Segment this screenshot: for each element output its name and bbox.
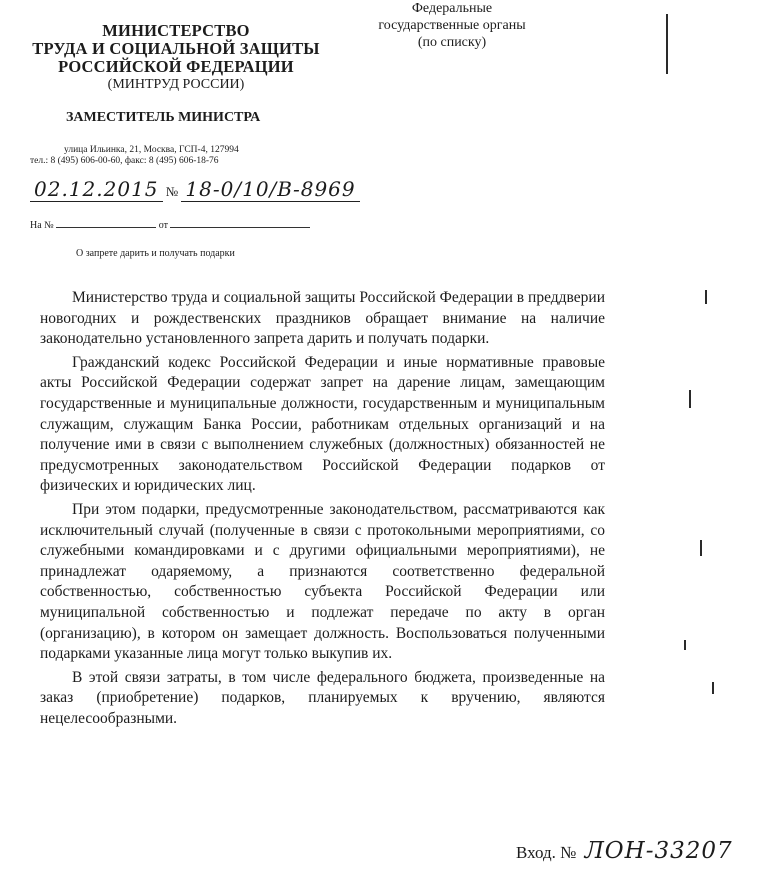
registration-line xyxy=(30,177,360,201)
ref-date-label: от xyxy=(158,220,168,231)
recipient-line1: Федеральные xyxy=(411,1,493,16)
number-sign: № xyxy=(165,184,179,199)
letter-body xyxy=(40,288,605,732)
scan-artifact xyxy=(712,682,714,694)
scan-artifact xyxy=(684,640,686,650)
letter-number: 18-0/10/В-8969 xyxy=(181,177,359,202)
ministry-name-line3: РОССИЙСКОЙ ФЕДЕРАЦИИ xyxy=(58,57,294,76)
incoming-stamp xyxy=(516,838,733,864)
incoming-label: Вход. № xyxy=(516,843,577,862)
sender-address xyxy=(30,145,330,167)
scan-artifact xyxy=(666,14,668,74)
address-line: улица Ильинка, 21, Москва, ГСП-4, 127994 xyxy=(64,145,239,155)
scan-artifact xyxy=(700,540,702,556)
body-paragraph: В этой связи затраты, в том числе федерального бюджета, произведенные на заказ (приобретение) подарков, планируемых к вручению, являются нецелесообразными. xyxy=(40,668,605,727)
sender-position: ЗАМЕСТИТЕЛЬ МИНИСТРА xyxy=(66,110,261,125)
ministry-header xyxy=(26,22,326,93)
ministry-name-line2: ТРУДА И СОЦИАЛЬНОЙ ЗАЩИТЫ xyxy=(32,39,320,58)
ref-date-blank xyxy=(170,218,310,228)
letter-date: 02.12.2015 xyxy=(30,177,163,202)
recipient-line3: (по списку) xyxy=(417,35,487,50)
body-paragraph: Гражданский кодекс Российской Федерации и иные нормативные правовые акты Российской Федерации содержат запрет на дарение лицам, замещающим государственные и муниципальные должности, государственным и муниципальным служащим, служащим Банка России, работникам отдельных организаций и на получение ими в связи с выполнением служебных (должностных) обязанностей не предусмотренных законодательством Российской Федерации подарков от физических и юридических лиц. xyxy=(40,353,605,495)
ref-number-blank xyxy=(56,218,156,228)
recipient-block xyxy=(352,0,552,51)
ministry-name-line1: МИНИСТЕРСТВО xyxy=(102,21,250,40)
ref-number-label: На № xyxy=(30,220,54,231)
scan-artifact xyxy=(689,390,691,408)
incoming-number: ЛОН-33207 xyxy=(584,838,733,864)
scan-artifact xyxy=(705,290,707,304)
body-paragraph: При этом подарки, предусмотренные законодательством, рассматриваются как исключительный случай (полученные в связи с протокольными мероприятиями, со служебными командировками и с другими официальными мероприятиями), не принадлежат одаряемому, а признаются соответственно федеральной собственностью, собственностью субъекта Российской Федерации или муниципальной собственностью и подлежат передаче по акту в орган (организацию), в котором он замещает должность. Воспользоваться полученными подарками указанные лица могут только выкупив их. xyxy=(40,500,605,663)
letter-subject: О запрете дарить и получать подарки xyxy=(76,248,235,259)
phone-fax-line: тел.: 8 (495) 606-00-60, факс: 8 (495) 606-18-76 xyxy=(30,156,219,166)
body-paragraph: Министерство труда и социальной защиты Российской Федерации в преддверии новогодних и рождественских праздников обращает внимание на наличие законодательно установленного запрета дарить и получать подарки. xyxy=(40,289,605,348)
ministry-short-name: (МИНТРУД РОССИИ) xyxy=(107,77,245,92)
recipient-line2: государственные органы xyxy=(378,18,526,33)
reference-line xyxy=(30,218,330,231)
